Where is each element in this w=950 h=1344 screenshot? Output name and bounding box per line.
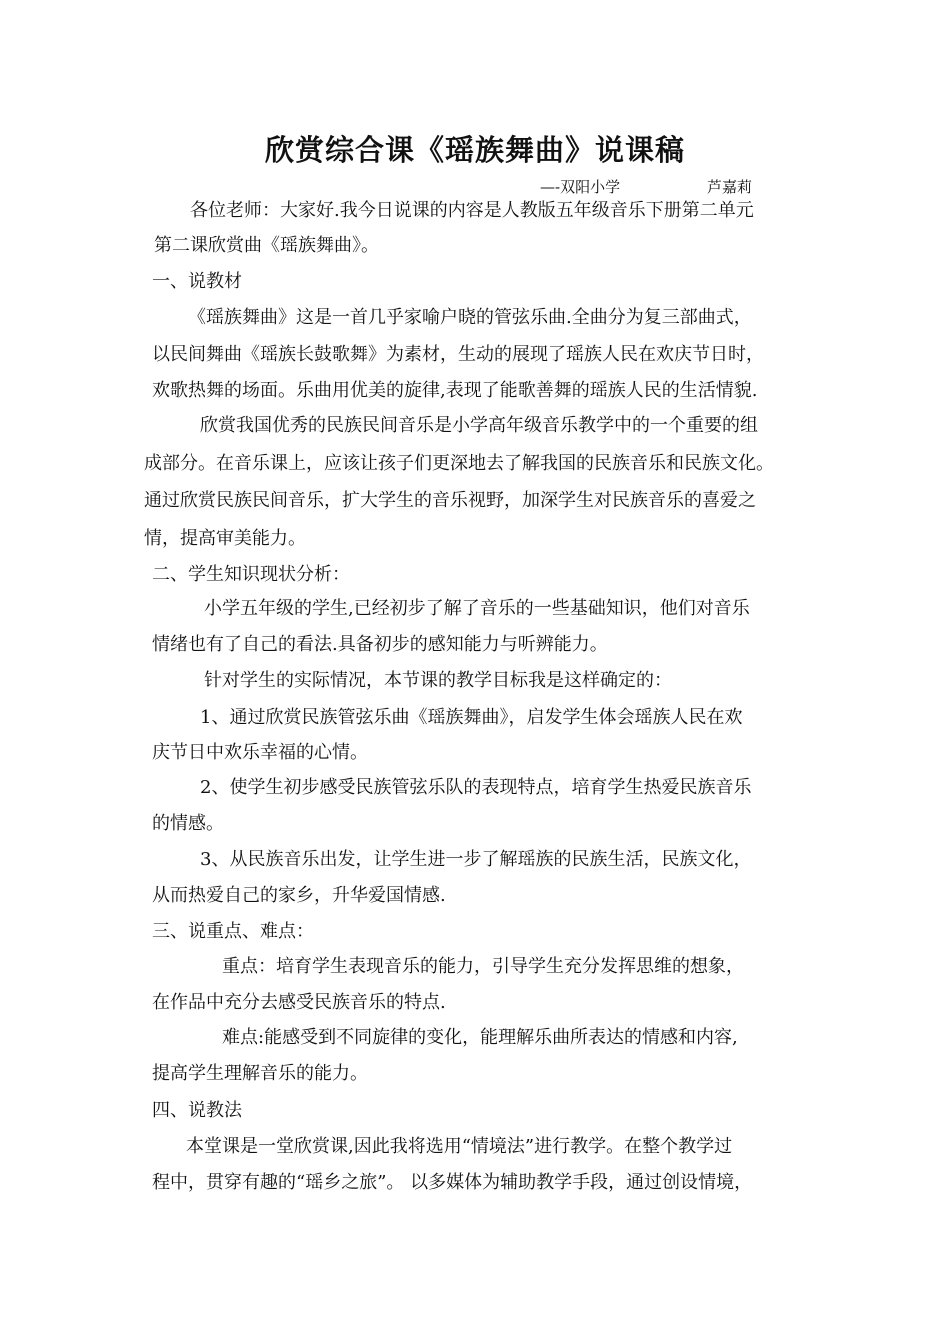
section-heading: 二、学生知识现状分析： bbox=[152, 564, 350, 585]
body-line: 3、从民族音乐出发，让学生进一步了解瑶族的民族生活，民族文化， bbox=[200, 849, 752, 870]
body-line: 以民间舞曲《瑶族长鼓歌舞》为素材，生动的展现了瑶族人民在欢庆节日时， bbox=[152, 344, 764, 365]
body-line: 难点:能感受到不同旋律的变化，能理解乐曲所表达的情感和内容, bbox=[222, 1027, 738, 1048]
body-line: 重点：培育学生表现音乐的能力，引导学生充分发挥思维的想象， bbox=[222, 956, 744, 977]
body-line: 通过欣赏民族民间音乐，扩大学生的音乐视野，加深学生对民族音乐的喜爱之 bbox=[144, 490, 756, 511]
section-heading: 三、说重点、难点： bbox=[152, 921, 314, 942]
body-line: 在作品中充分去感受民族音乐的特点. bbox=[152, 992, 446, 1013]
body-line: 程中，贯穿有趣的“瑶乡之旅”。 以多媒体为辅助教学手段，通过创设情境， bbox=[152, 1172, 753, 1193]
section-heading: 一、说教材 bbox=[152, 271, 242, 292]
body-line: 情，提高审美能力。 bbox=[144, 528, 306, 549]
body-line: 提高学生理解音乐的能力。 bbox=[152, 1063, 368, 1084]
body-line: 《瑶族舞曲》这是一首几乎家喻户晓的管弦乐曲.全曲分为复三部曲式， bbox=[188, 307, 752, 328]
body-line: 本堂课是一堂欣赏课,因此我将选用“情境法”进行教学。在整个教学过 bbox=[186, 1136, 733, 1157]
body-line: 针对学生的实际情况，本节课的教学目标我是这样确定的： bbox=[204, 670, 672, 691]
body-line: 从而热爱自己的家乡，升华爱国情感. bbox=[152, 885, 446, 906]
body-line: 情绪也有了自己的看法.具备初步的感知能力与听辨能力。 bbox=[152, 634, 608, 655]
body-line: 成部分。在音乐课上，应该让孩子们更深地去了解我国的民族音乐和民族文化。 bbox=[144, 453, 774, 474]
byline-school: —-双阳小学 bbox=[540, 178, 621, 196]
body-line: 第二课欣赏曲《瑶族舞曲》。 bbox=[154, 235, 379, 256]
body-line: 2、使学生初步感受民族管弦乐队的表现特点，培育学生热爱民族音乐 bbox=[200, 777, 752, 798]
body-line: 欣赏我国优秀的民族民间音乐是小学高年级音乐教学中的一个重要的组 bbox=[200, 415, 758, 436]
document-title: 欣赏综合课《瑶族舞曲》说课稿 bbox=[264, 133, 685, 167]
body-line: 的情感。 bbox=[152, 813, 224, 834]
body-line: 庆节日中欢乐幸福的心情。 bbox=[152, 742, 368, 763]
section-heading: 四、说教法 bbox=[152, 1100, 242, 1121]
body-line: 欢歌热舞的场面。乐曲用优美的旋律,表现了能歌善舞的瑶族人民的生活情貌. bbox=[152, 380, 758, 401]
body-line: 小学五年级的学生,已经初步了解了音乐的一些基础知识，他们对音乐 bbox=[204, 598, 750, 619]
body-line: 各位老师：大家好.我今日说课的内容是人教版五年级音乐下册第二单元 bbox=[190, 200, 754, 221]
body-line: 1、通过欣赏民族管弦乐曲《瑶族舞曲》，启发学生体会瑶族人民在欢 bbox=[200, 707, 743, 728]
byline-author: 芦嘉莉 bbox=[707, 178, 753, 196]
